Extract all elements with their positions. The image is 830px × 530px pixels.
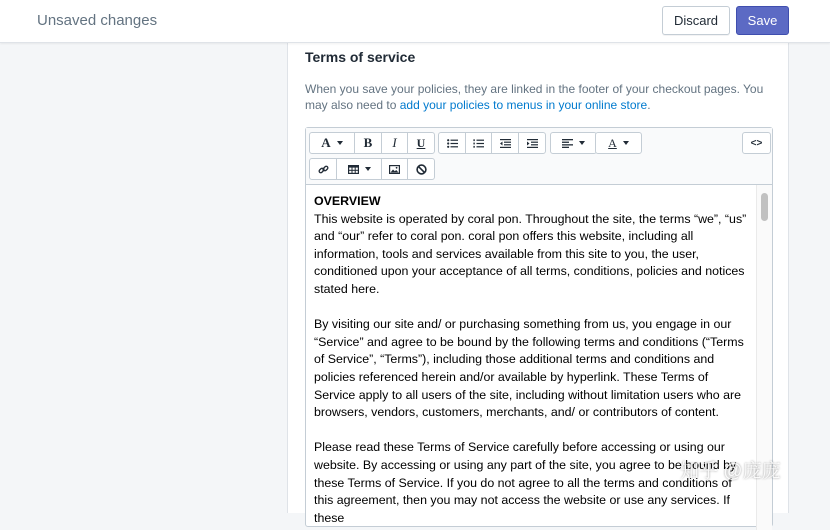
underline-button[interactable] <box>408 133 434 153</box>
top-bar <box>0 0 830 43</box>
numbered-list-button[interactable] <box>466 133 492 153</box>
align-left-icon <box>562 139 573 148</box>
numbered-list-icon <box>473 139 484 148</box>
image-icon <box>389 165 400 174</box>
insert-group <box>309 158 435 180</box>
table-icon <box>348 165 359 174</box>
discard-button[interactable]: Discard <box>662 6 730 35</box>
insert-table-dropdown[interactable] <box>337 159 382 179</box>
unsaved-changes-title: Unsaved changes <box>37 12 158 29</box>
card-description <box>305 81 765 113</box>
insert-link-button[interactable] <box>310 159 337 179</box>
text-format-group <box>309 132 435 154</box>
text-color-group <box>595 132 642 154</box>
bold-icon: B <box>363 135 373 150</box>
list-format-group <box>438 132 546 154</box>
terms-of-service-card <box>287 43 789 525</box>
link-icon <box>318 164 329 175</box>
indent-button[interactable] <box>519 133 545 153</box>
underline-icon: U <box>416 135 426 150</box>
paragraph-3: Please read these Terms of Service carefully before accessing or using our website. By accessing or using any part of the site, you agree to be bound by these Terms of Service. If you do not agree to all the terms and conditions of this agreement, then you may not access the website or use any services. If these <box>314 440 737 525</box>
description-text: When you save your policies, they are linked in the footer of your checkout pages. You may also need to <box>305 82 764 112</box>
editor-toolbar <box>306 128 772 185</box>
insert-image-button[interactable] <box>382 159 408 179</box>
text-color-icon: A <box>608 135 617 150</box>
font-style-dropdown[interactable] <box>310 133 355 153</box>
alignment-group <box>550 132 597 154</box>
chevron-down-icon <box>579 141 585 145</box>
bold-button[interactable] <box>355 133 382 153</box>
overview-heading: OVERVIEW <box>314 194 381 208</box>
font-icon: A <box>321 135 331 150</box>
chevron-down-icon <box>365 167 371 171</box>
alignment-dropdown[interactable] <box>551 133 596 153</box>
bulleted-list-button[interactable] <box>439 133 466 153</box>
save-button[interactable]: Save <box>736 6 789 35</box>
outdent-icon <box>500 139 511 148</box>
chevron-down-icon <box>623 141 629 145</box>
show-html-button[interactable]: <> <box>750 137 763 149</box>
outdent-button[interactable] <box>492 133 519 153</box>
paragraph-2: By visiting our site and/ or purchasing something from us, you engage in our “Service” and agree to be bound by the following terms and conditions (“Terms of Service”, “Terms”), including those additional terms and conditions and policies referenced herein and/or available by hyperlink. These Terms of Service apply to all users of the site, including without limitation users who are browsers, vendors, customers, merchants, and/ or contributors of content. <box>314 317 744 420</box>
scrollbar-thumb[interactable] <box>761 193 768 221</box>
clear-formatting-icon <box>416 164 427 175</box>
chevron-down-icon <box>337 141 343 145</box>
italic-icon: I <box>392 135 397 150</box>
paragraph-1: This website is operated by coral pon. Throughout the site, the terms “we”, “us” and “our” refer to coral pon. coral pon offers this website, including all information, tools and services available from this site to you, the user, conditioned upon your acceptance of all terms, conditions, policies and notices stated here. <box>314 211 747 296</box>
clear-formatting-button[interactable] <box>408 159 434 179</box>
description-suffix: . <box>647 98 651 112</box>
card-title: Terms of service <box>305 49 416 65</box>
online-store-menus-link[interactable]: add your policies to menus in your online store <box>399 98 648 112</box>
indent-icon <box>527 139 538 148</box>
bulleted-list-icon <box>447 139 458 148</box>
code-group <box>742 132 771 154</box>
text-color-dropdown[interactable] <box>596 133 641 153</box>
watermark: 知乎 @庞庞 <box>680 461 781 482</box>
italic-button[interactable] <box>382 133 408 153</box>
